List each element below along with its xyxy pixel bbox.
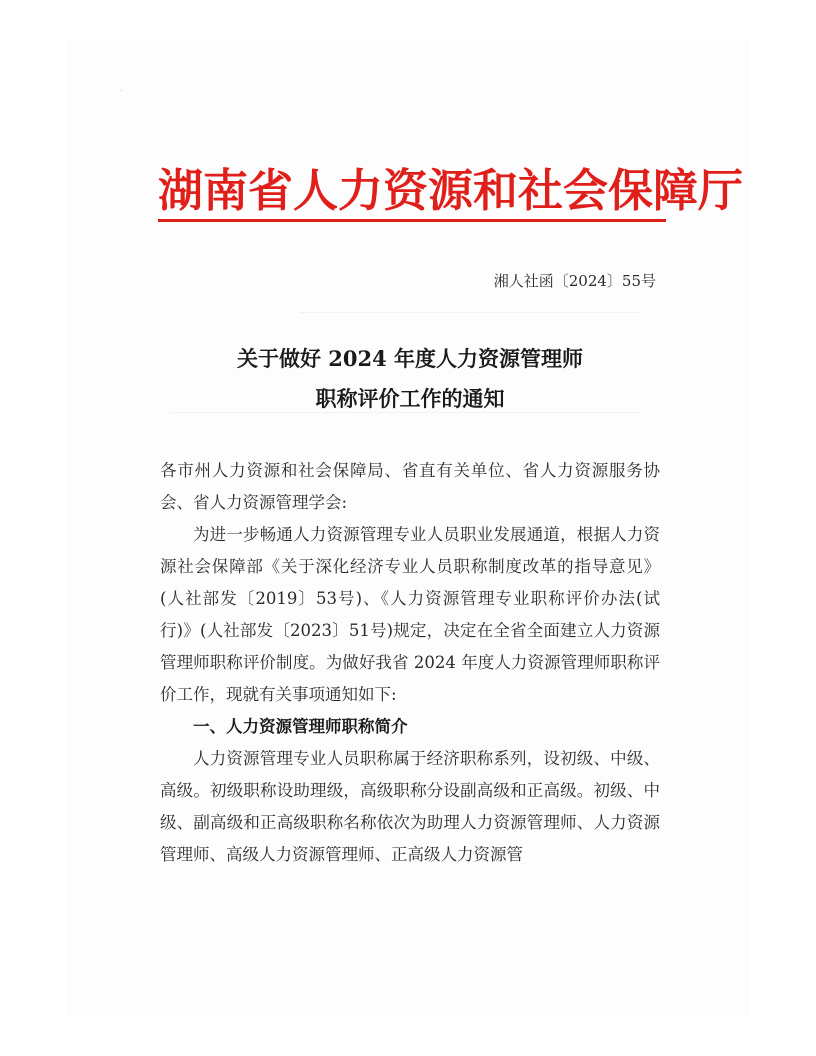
document-title-line-2: 职称评价工作的通知 (315, 386, 505, 411)
document-body (160, 455, 660, 871)
scan-speck (121, 90, 122, 91)
agency-letterhead: 湖南省人力资源和社会保障厅 (158, 164, 744, 217)
addressee-paragraph: 各市州人力资源和社会保障局、省直有关单位、省人力资源服务协会、省人力资源管理学会: (160, 461, 660, 512)
bleed-through-line (170, 412, 640, 413)
letterhead-red-rule (158, 219, 666, 222)
section-heading-1: 一、人力资源管理师职称简介 (193, 717, 408, 736)
body-paragraph-2: 人力资源管理专业人员职称属于经济职称系列，设初级、中级、高级。初级职称设助理级，高级职称分设副高级和正高级。初级、中级、副高级和正高级职称名称依次为助理人力资源管理师、人力资源管理师、高级人力资源管理师、正高级人力资源管 (160, 749, 660, 864)
document-title-line-1: 关于做好 2024 年度人力资源管理师 (236, 346, 584, 371)
body-paragraph-1: 为进一步畅通人力资源管理专业人员职业发展通道，根据人力资源社会保障部《关于深化经济专业人员职称制度改革的指导意见》(人社部发〔2019〕53号)、《人力资源管理专业职称评价办法(试行)》(人社部发〔2023〕51号)规定，决定在全省全面建立人力资源管理师职称评价制度。为做好我省 2024 年度人力资源管理师职称评价工作，现就有关事项通知如下: (160, 525, 660, 704)
bleed-through-line (300, 312, 640, 313)
document-number: 湘人社函〔2024〕55号 (493, 272, 656, 290)
